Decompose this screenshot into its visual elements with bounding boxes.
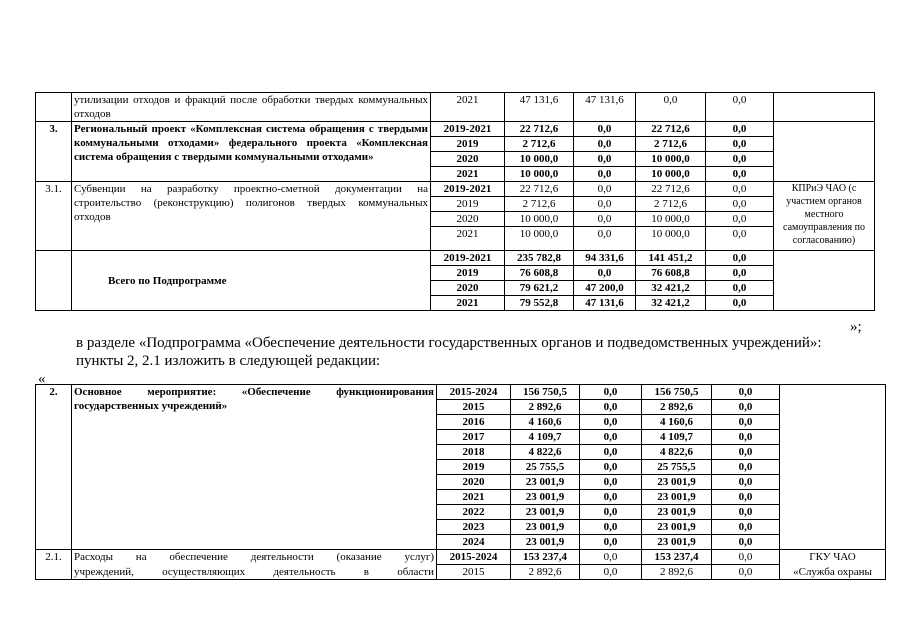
value-cell: 2 892,6: [642, 400, 712, 415]
value-cell: 0,0: [706, 251, 774, 266]
value-cell: 10 000,0: [636, 167, 706, 182]
value-cell: 0,0: [580, 565, 642, 580]
value-cell: 153 237,4: [511, 550, 580, 565]
value-cell: 0,0: [712, 490, 780, 505]
value-cell: 23 001,9: [642, 520, 712, 535]
value-cell: 0,0: [580, 490, 642, 505]
value-cell: 0,0: [580, 400, 642, 415]
value-cell: 2 712,6: [636, 137, 706, 152]
value-cell: 23 001,9: [511, 475, 580, 490]
value-cell: 47 131,6: [574, 93, 636, 122]
executor-line: «Служба охраны: [780, 565, 886, 580]
value-cell: 76 608,8: [636, 266, 706, 281]
value-cell: 4 822,6: [511, 445, 580, 460]
value-cell: 4 109,7: [511, 430, 580, 445]
year-cell: 2024: [437, 535, 511, 550]
value-cell: 0,0: [712, 460, 780, 475]
value-cell: 0,0: [574, 152, 636, 167]
value-cell: 0,0: [706, 93, 774, 122]
value-cell: 0,0: [706, 227, 774, 251]
value-cell: 0,0: [580, 505, 642, 520]
value-cell: 0,0: [706, 152, 774, 167]
close-quote: »;: [850, 319, 862, 335]
value-cell: 10 000,0: [505, 167, 574, 182]
value-cell: 2 892,6: [511, 400, 580, 415]
table-row: [36, 385, 886, 400]
table-row: [36, 182, 875, 197]
table-row: [36, 550, 886, 565]
value-cell: 0,0: [712, 550, 780, 565]
value-cell: 0,0: [574, 266, 636, 281]
table-row: [36, 565, 886, 580]
value-cell: 2 712,6: [505, 137, 574, 152]
value-cell: 0,0: [712, 385, 780, 400]
value-cell: 10 000,0: [505, 227, 574, 251]
value-cell: 2 712,6: [636, 197, 706, 212]
table-subprogram-institutions: [35, 384, 886, 580]
value-cell: 0,0: [580, 475, 642, 490]
value-cell: 0,0: [706, 296, 774, 311]
executor-cell: КПРиЭ ЧАО (с участием органов местного самоуправления по согласованию): [774, 182, 875, 251]
paragraph-line: в разделе «Подпрограмма «Обеспечение деятельности государственных органов и подведомственных учреждений»:: [76, 335, 822, 351]
value-cell: 0,0: [580, 520, 642, 535]
value-cell: 23 001,9: [642, 505, 712, 520]
year-cell: 2020: [437, 475, 511, 490]
row-text: Субвенции на разработку проектно-сметной документации на строительство (реконструкцию) полигонов твердых коммунальных отходов: [72, 182, 431, 251]
paragraph-line: пункты 2, 2.1 изложить в следующей редакции:: [76, 353, 381, 369]
year-cell: 2015: [437, 400, 511, 415]
value-cell: 153 237,4: [642, 550, 712, 565]
value-cell: 25 755,5: [511, 460, 580, 475]
year-cell: 2017: [437, 430, 511, 445]
value-cell: 0,0: [580, 535, 642, 550]
value-cell: 0,0: [712, 505, 780, 520]
year-cell: 2020: [431, 281, 505, 296]
value-cell: 23 001,9: [511, 535, 580, 550]
value-cell: 0,0: [712, 565, 780, 580]
value-cell: 10 000,0: [636, 212, 706, 227]
year-cell: 2019: [431, 137, 505, 152]
value-cell: 0,0: [706, 182, 774, 197]
year-cell: 2021: [437, 490, 511, 505]
year-cell: 2019: [437, 460, 511, 475]
value-cell: 10 000,0: [636, 227, 706, 251]
value-cell: 25 755,5: [642, 460, 712, 475]
value-cell: 156 750,5: [511, 385, 580, 400]
value-cell: 0,0: [712, 445, 780, 460]
value-cell: 23 001,9: [511, 505, 580, 520]
value-cell: 141 451,2: [636, 251, 706, 266]
row-number: 2.1.: [36, 550, 72, 580]
value-cell: 22 712,6: [636, 182, 706, 197]
row-text-line: Расходы на обеспечение деятельности (оказание услуг): [72, 550, 437, 565]
value-cell: 0,0: [574, 122, 636, 137]
value-cell: 0,0: [574, 182, 636, 197]
table-row: [36, 122, 875, 137]
year-cell: 2021: [431, 296, 505, 311]
year-cell: 2019-2021: [431, 122, 505, 137]
value-cell: 0,0: [636, 93, 706, 122]
value-cell: 0,0: [706, 197, 774, 212]
table-row: [36, 251, 875, 266]
row-text: утилизации отходов и фракций после обработки твердых коммунальных отходов: [72, 93, 431, 122]
value-cell: 22 712,6: [505, 122, 574, 137]
row-number: 3.: [36, 122, 72, 182]
year-cell: 2019: [431, 197, 505, 212]
value-cell: 0,0: [712, 475, 780, 490]
row-number: 3.1.: [36, 182, 72, 251]
table-subprogram-waste: [35, 92, 875, 311]
value-cell: 0,0: [706, 266, 774, 281]
value-cell: 0,0: [574, 137, 636, 152]
row-text-line: учреждений, осуществляющих деятельность в области: [72, 565, 437, 580]
value-cell: 23 001,9: [511, 490, 580, 505]
value-cell: 22 712,6: [505, 182, 574, 197]
value-cell: 4 109,7: [642, 430, 712, 445]
value-cell: 4 822,6: [642, 445, 712, 460]
year-cell: 2020: [431, 152, 505, 167]
year-cell: 2020: [431, 212, 505, 227]
value-cell: 23 001,9: [511, 520, 580, 535]
year-cell: 2021: [431, 93, 505, 122]
value-cell: 10 000,0: [505, 152, 574, 167]
value-cell: 0,0: [574, 197, 636, 212]
executor-line: ГКУ ЧАО: [780, 550, 886, 565]
value-cell: 4 160,6: [511, 415, 580, 430]
year-cell: 2015-2024: [437, 550, 511, 565]
value-cell: 0,0: [706, 212, 774, 227]
value-cell: 2 712,6: [505, 197, 574, 212]
value-cell: 0,0: [580, 385, 642, 400]
total-label: Всего по Подпрограмме: [72, 251, 431, 311]
value-cell: 23 001,9: [642, 475, 712, 490]
value-cell: 4 160,6: [642, 415, 712, 430]
year-cell: 2018: [437, 445, 511, 460]
year-cell: 2019: [431, 266, 505, 281]
value-cell: 94 331,6: [574, 251, 636, 266]
year-cell: 2019-2021: [431, 182, 505, 197]
value-cell: 32 421,2: [636, 296, 706, 311]
value-cell: 0,0: [580, 460, 642, 475]
table-row: [36, 93, 875, 122]
row-text: Основное мероприятие: «Обеспечение функционирования государственных учреждений»: [72, 385, 437, 550]
value-cell: 2 892,6: [511, 565, 580, 580]
value-cell: 0,0: [574, 227, 636, 251]
year-cell: 2021: [431, 227, 505, 251]
year-cell: 2016: [437, 415, 511, 430]
value-cell: 76 608,8: [505, 266, 574, 281]
year-cell: 2015: [437, 565, 511, 580]
value-cell: 0,0: [706, 137, 774, 152]
value-cell: 2 892,6: [642, 565, 712, 580]
value-cell: 0,0: [706, 167, 774, 182]
value-cell: 47 131,6: [574, 296, 636, 311]
value-cell: 235 782,8: [505, 251, 574, 266]
value-cell: 10 000,0: [636, 152, 706, 167]
value-cell: 0,0: [574, 167, 636, 182]
value-cell: 0,0: [580, 430, 642, 445]
row-number: 2.: [36, 385, 72, 550]
value-cell: 79 621,2: [505, 281, 574, 296]
value-cell: 23 001,9: [642, 490, 712, 505]
value-cell: 32 421,2: [636, 281, 706, 296]
value-cell: 0,0: [706, 122, 774, 137]
row-text: Региональный проект «Комплексная система обращения с твердыми коммунальными отходами» федерального проекта «Комплексная система обращения с твердыми коммунальными отходами»: [72, 122, 431, 182]
year-cell: 2021: [431, 167, 505, 182]
value-cell: 0,0: [712, 430, 780, 445]
value-cell: 22 712,6: [636, 122, 706, 137]
value-cell: 156 750,5: [642, 385, 712, 400]
value-cell: 0,0: [712, 520, 780, 535]
value-cell: 0,0: [574, 212, 636, 227]
value-cell: 0,0: [712, 400, 780, 415]
value-cell: 0,0: [580, 445, 642, 460]
year-cell: 2022: [437, 505, 511, 520]
year-cell: 2015-2024: [437, 385, 511, 400]
year-cell: 2019-2021: [431, 251, 505, 266]
value-cell: 47 200,0: [574, 281, 636, 296]
value-cell: 79 552,8: [505, 296, 574, 311]
value-cell: 47 131,6: [505, 93, 574, 122]
value-cell: 0,0: [580, 415, 642, 430]
open-quote: «: [38, 371, 46, 387]
value-cell: 0,0: [712, 535, 780, 550]
value-cell: 23 001,9: [642, 535, 712, 550]
value-cell: 0,0: [580, 550, 642, 565]
value-cell: 0,0: [706, 281, 774, 296]
year-cell: 2023: [437, 520, 511, 535]
value-cell: 10 000,0: [505, 212, 574, 227]
value-cell: 0,0: [712, 415, 780, 430]
